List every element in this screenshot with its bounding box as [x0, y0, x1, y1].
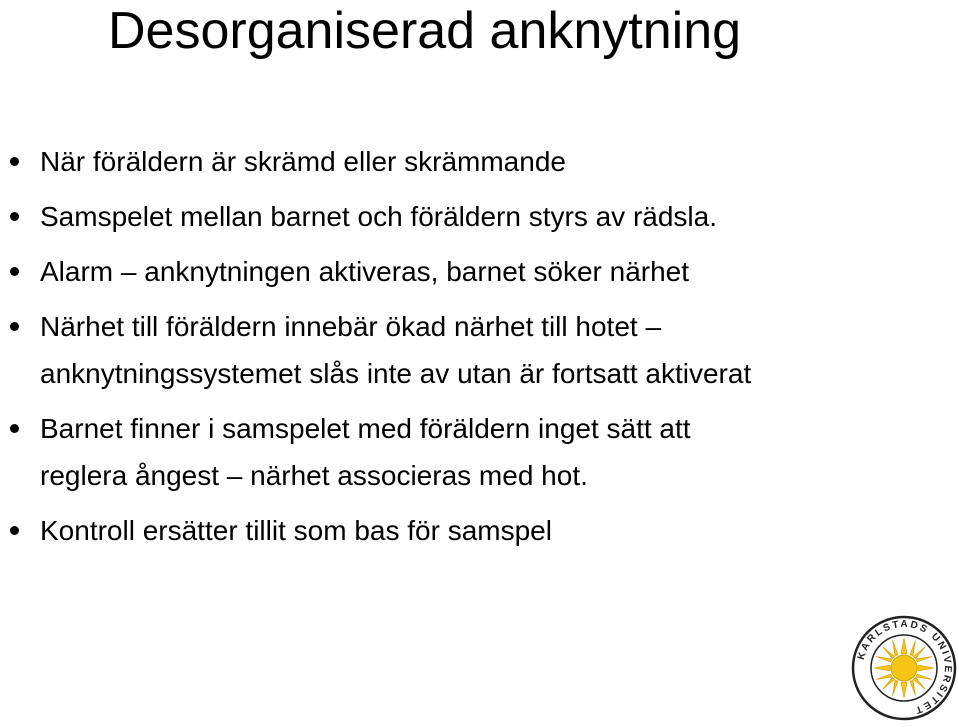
- bullet-item: [0, 193, 940, 240]
- bullet-dot-icon: [10, 322, 19, 331]
- bullet-item: [0, 248, 940, 295]
- bullet-dot-icon: [10, 424, 19, 433]
- bullet-text-line: Närhet till föräldern innebär ökad närhet till hotet –: [40, 311, 662, 342]
- bullet-text: Samspelet mellan barnet och föräldern styrs av rädsla.: [40, 201, 717, 232]
- bullet-item: [0, 138, 940, 185]
- bullet-text: När föräldern är skrämd eller skrämmande: [40, 146, 566, 177]
- bullet-item: [0, 507, 940, 554]
- bullet-text: Alarm – anknytningen aktiveras, barnet söker närhet: [40, 256, 690, 287]
- bullet-text-line: reglera ångest – närhet associeras med hot.: [40, 460, 588, 491]
- university-logo: [850, 614, 958, 722]
- slide-title: Desorganiserad anknytning: [108, 2, 742, 60]
- bullet-dot-icon: [10, 157, 19, 166]
- bullet-text: Kontroll ersätter tillit som bas för samspel: [40, 515, 552, 546]
- bullet-dot-icon: [10, 267, 19, 276]
- bullet-list: [0, 138, 940, 562]
- bullet-text-line: Barnet finner i samspelet med föräldern inget sätt att: [40, 413, 691, 444]
- bullet-item: [0, 303, 940, 397]
- bullet-item: [0, 405, 940, 499]
- sun-core: [891, 655, 917, 681]
- bullet-text-line: anknytningssystemet slås inte av utan är fortsatt aktiverat: [40, 358, 752, 389]
- bullet-dot-icon: [10, 212, 19, 221]
- bullet-dot-icon: [10, 526, 19, 535]
- karlstad-sun-logo-icon: [850, 614, 958, 722]
- logo-text: KARLSTADS UNIVERSITET: [855, 618, 954, 716]
